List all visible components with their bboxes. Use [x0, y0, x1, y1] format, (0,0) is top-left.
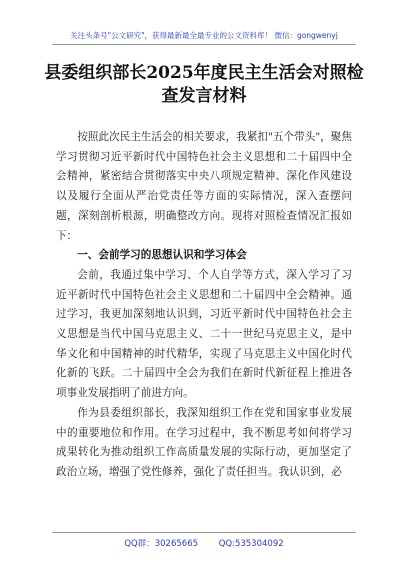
document-title: 县委组织部长2025年度民主生活会对照检查发言材料 [44, 63, 364, 106]
body-paragraph-2: 作为县委组织部长，我深知组织工作在党和国家事业发展中的重要地位和作用。在学习过程中，我不断思考如何将学习成果转化为推动组织工作高质量发展的实际行动，更加坚定了政治立场，增强了党性修养，强化了责任担当。我认识到，必 [56, 406, 352, 478]
header-divider [52, 44, 356, 45]
footer-contact [0, 537, 408, 549]
footer-qq: QQ:535304092 [218, 539, 284, 549]
header-promo-note: 关注头条号"公文研究"，获得最新最全最专业的公文资料库！ 微信：gongwenyj [70, 31, 338, 40]
document-body [56, 128, 352, 483]
intro-paragraph: 按照此次民主生活会的相关要求，我紧扣"五个带头"，聚焦学习贯彻习近平新时代中国特色社会主义思想和二十届四中全会精神，紧密结合贯彻落实中央八项规定精神、深化作风建设以及履行全面从严治党责任等方面的实际情况，深入查摆问题，深刻剖析根源，明确整改方向。现将对照检查情况汇报如下： [56, 131, 352, 242]
section-heading-1: 一、会前学习的思想认识和学习体会 [77, 249, 247, 262]
body-paragraph-1: 会前，我通过集中学习、个人自学等方式，深入学习了习近平新时代中国特色社会主义思想和二十届四中全会精神。通过学习，我更加深刻地认识到，习近平新时代中国特色社会主义思想是当代中国马克思主义、二十一世纪马克思主义，是中华文化和中国精神的时代精华，实现了马克思主义中国化时代化新的飞跃。二十届四中全会为我们在新时代新征程上推进各项事业发展指明了前进方向。 [56, 268, 352, 400]
footer-qq-group: QQ群：30265665 [124, 539, 199, 549]
footer-divider [52, 532, 356, 533]
